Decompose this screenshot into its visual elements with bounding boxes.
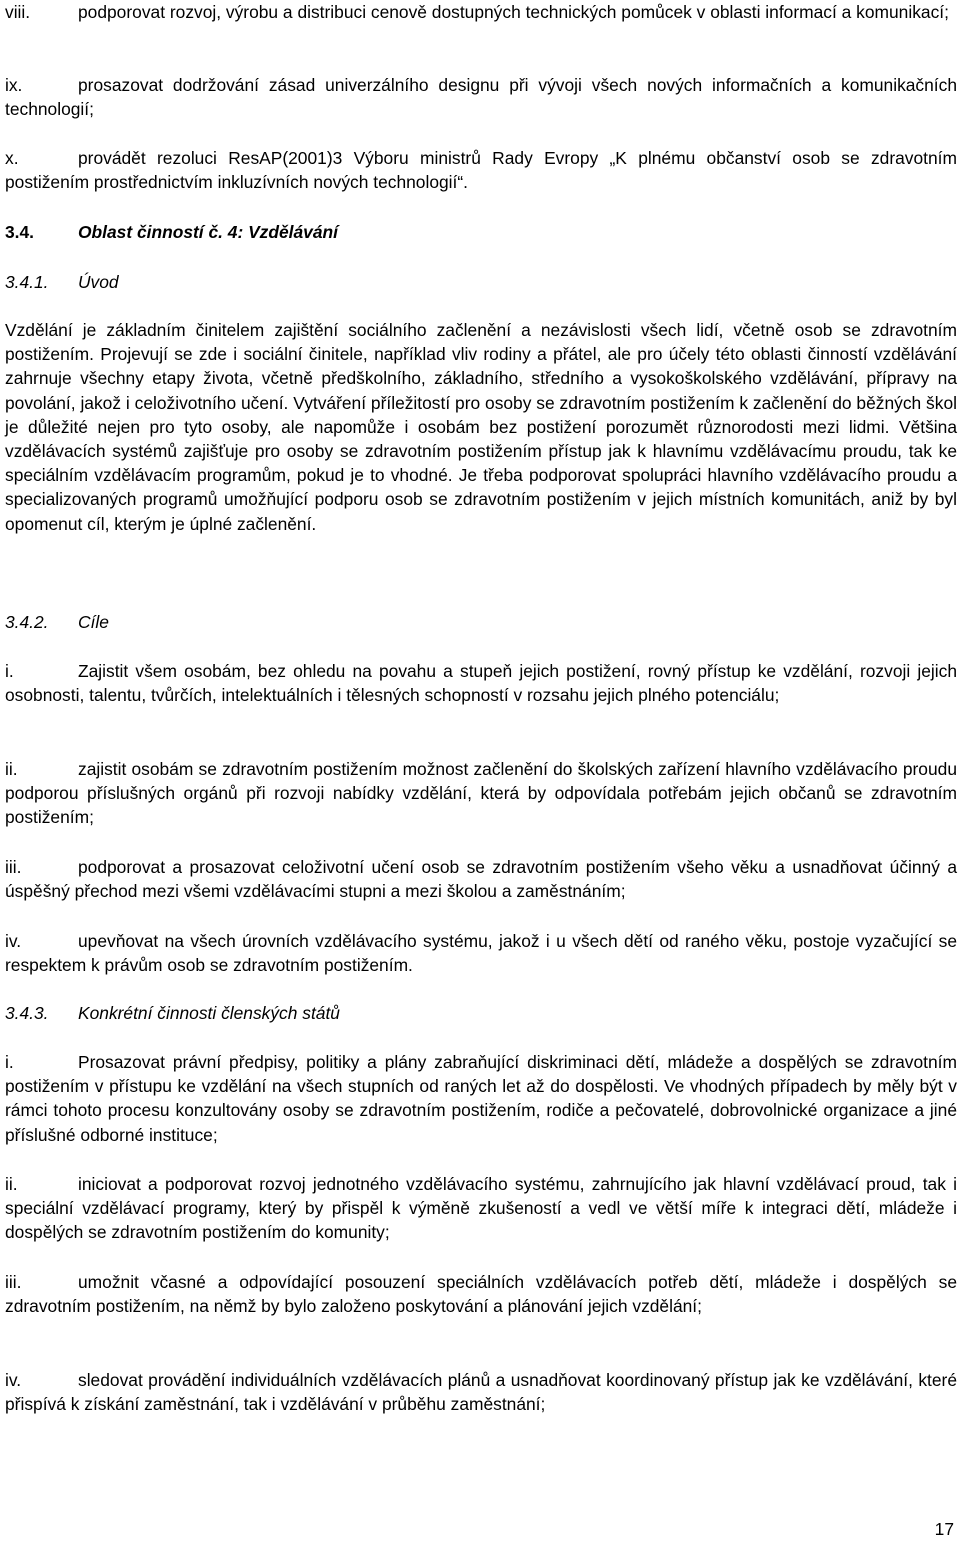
list-item xyxy=(5,146,957,194)
item-number: viii. xyxy=(5,2,31,22)
item-number: i. xyxy=(5,1052,14,1072)
section-heading xyxy=(5,220,957,244)
subsection-title: Konkrétní činnosti členských států xyxy=(78,1003,340,1023)
item-text: prosazovat dodržování zásad univerzálního designu při vývoji všech nových informačních a komunikačních technologií; xyxy=(5,75,957,120)
intro-paragraph: Vzdělání je základním činitelem zajištění sociálního začlenění a nezávislosti všech lidí, včetně osob se zdravotním postižením. Projevují se zde i sociální činitele, například vliv rodiny a přátel, ale pro účely této oblasti činností vzdělávání zahrnuje všechny etapy života, včetně předškolního, základního, středního a vysokoškolského vzdělávání, přípravy na povolání, jakož i celoživotního učení. Vytváření příležitostí pro osoby se zdravotním postižením k začlenění do běžných škol je důležité nejen pro tyto osoby, ale napomůže i osobám bez postižení porozumět různorodosti mezi lidmi. Většina vzdělávacích systémů zajišťuje pro osoby se zdravotním postižením přístup jak k hlavnímu vzdělávacímu proudu, tak ke speciálním vzdělávacím programům, pokud je to vhodné. Je třeba podporovat spolupráci hlavního vzdělávacího proudu a specializovaných programů umožňující podporu osob se zdravotním postižením v jejich místních komunitách, aniž by byl opomenut cíl, kterým je úplné začlenění. xyxy=(5,320,957,534)
item-number: iv. xyxy=(5,931,22,951)
item-number: ii. xyxy=(5,1174,18,1194)
item-text: umožnit včasné a odpovídající posouzení speciálních vzdělávacích potřeb dětí, mládeže i dospělých se zdravotním postižením, na němž by bylo založeno poskytování a plánování jejich vzdělání; xyxy=(5,1272,957,1317)
item-number: ix. xyxy=(5,75,23,95)
action-item xyxy=(5,1172,957,1245)
item-number: iii. xyxy=(5,1272,22,1292)
item-text: Zajistit všem osobám, bez ohledu na povahu a stupeň jejich postižení, rovný přístup ke vzdělání, rozvoji jejich osobnosti, talentu, tvůrčích, intelektuálních i tělesných schopností v rozsahu jejich plného potenciálu; xyxy=(5,661,957,706)
goal-item xyxy=(5,659,957,707)
goal-item xyxy=(5,757,957,830)
section-number: 3.4. xyxy=(5,222,35,242)
item-number: iii. xyxy=(5,857,22,877)
subsection-number: 3.4.3. xyxy=(5,1003,49,1023)
subsection-title: Cíle xyxy=(78,612,109,632)
page-number: 17 xyxy=(934,1519,954,1539)
item-number: ii. xyxy=(5,759,18,779)
item-number: x. xyxy=(5,148,19,168)
item-number: iv. xyxy=(5,1370,22,1390)
action-item xyxy=(5,1368,957,1416)
item-text: provádět rezoluci ResAP(2001)3 Výboru ministrů Rady Evropy „K plnému občanství osob se zdravotním postižením prostřednictvím inkluzívních nových technologií“. xyxy=(5,148,957,193)
item-text: iniciovat a podporovat rozvoj jednotného vzdělávacího systému, zahrnujícího jak hlavní vzdělávací proud, tak i speciální vzdělávací programy, který by přispěl k výměně zkušeností a vedl ve větší míře k integraci dětí, mládeže i dospělých se zdravotním postižením do komunity; xyxy=(5,1174,957,1243)
goal-item xyxy=(5,929,957,977)
item-text: upevňovat na všech úrovních vzdělávacího systému, jakož i u všech dětí od raného věku, postoje vyzačující se respektem k právům osob se zdravotním postižením. xyxy=(5,931,957,976)
subsection-number: 3.4.2. xyxy=(5,612,49,632)
section-title: Oblast činností č. 4: Vzdělávání xyxy=(78,222,338,242)
subsection-heading xyxy=(5,610,957,634)
action-item xyxy=(5,1270,957,1318)
subsection-heading xyxy=(5,270,957,294)
item-text: podporovat rozvoj, výrobu a distribuci cenově dostupných technických pomůcek v oblasti informací a komunikací; xyxy=(78,2,949,22)
item-number: i. xyxy=(5,661,14,681)
item-text: podporovat a prosazovat celoživotní učení osob se zdravotním postižením všeho věku a usnadňovat účinný a úspěšný přechod mezi všemi vzdělávacími stupni a mezi školou a zaměstnáním; xyxy=(5,857,957,902)
subsection-heading xyxy=(5,1001,957,1025)
subsection-title: Úvod xyxy=(78,272,119,292)
list-item xyxy=(5,73,957,121)
item-text: zajistit osobám se zdravotním postižením možnost začlenění do školských zařízení hlavního vzdělávacího proudu podporou příslušných orgánů při rozvoji nabídky vzdělání, která by odpovídala potřebám jejich občanů se zdravotním postižením; xyxy=(5,759,957,828)
action-item xyxy=(5,1050,957,1147)
item-text: Prosazovat právní předpisy, politiky a plány zabraňující diskriminaci dětí, mládeže a dospělých se zdravotním postižením v přístupu ke vzdělání na všech stupních od raných let až do dospělosti. Ve vhodných případech by měly být v rámci tohoto procesu konzultovány osoby se zdravotním postižením, rodiče a pečovatelé, dobrovolnické organizace a jiné příslušné odborné instituce; xyxy=(5,1052,957,1145)
list-item xyxy=(5,0,957,24)
goal-item xyxy=(5,855,957,903)
subsection-number: 3.4.1. xyxy=(5,272,49,292)
item-text: sledovat provádění individuálních vzdělávacích plánů a usnadňovat koordinovaný přístup jak ke vzdělávání, které přispívá k získání zaměstnání, tak i vzdělávání v průběhu zaměstnání; xyxy=(5,1370,957,1415)
